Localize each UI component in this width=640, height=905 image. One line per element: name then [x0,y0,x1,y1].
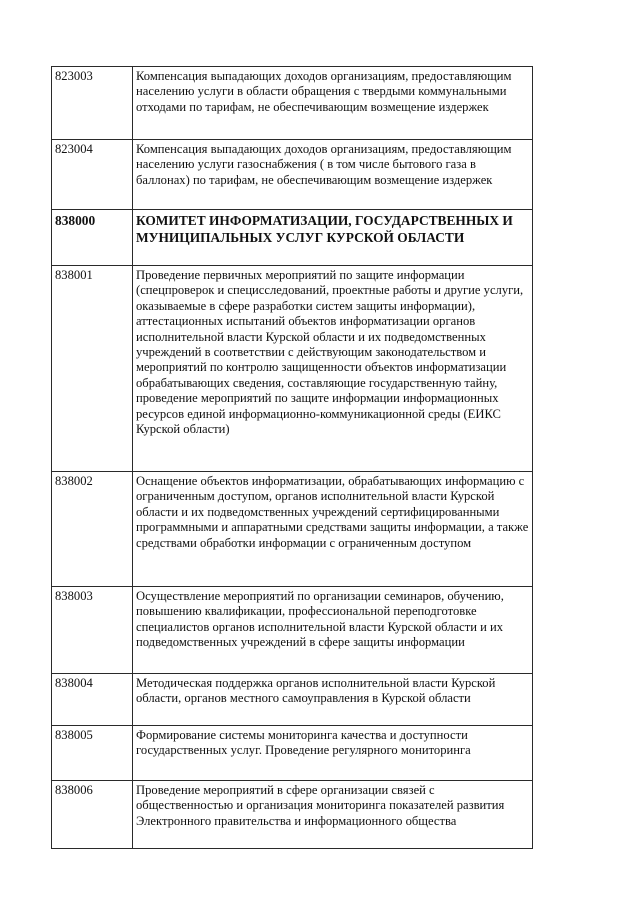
row-description-text: Формирование системы мониторинга качества и доступности государственных услуг. Проведение регулярного мониторинга [136,728,471,758]
row-description-text: Оснащение объектов информатизации, обрабатывающих информацию с ограниченным доступом, органов исполнительной власти Курской области и их подведомственных учреждений сертифицированными программными и аппаратными средствами защиты информации, а также средствами обработки информации с ограниченным доступом [136,474,529,550]
row-code: 823003 [52,67,133,140]
section-header-row [52,210,533,266]
table-row [52,472,533,587]
section-code: 838000 [52,210,133,266]
row-description-text: Проведение мероприятий в сфере организации связей с общественностью и организация мониторинга показателей развития Электронного правительства и информационного общества [136,783,505,828]
row-description-text: Проведение первичных мероприятий по защите информации (спецпроверок и специсследований, проектные работы и другие услуги, оказываемые в сфере разработки систем защиты информации), аттестационных испытаний объектов информатизации органов исполнительной власти Курской области и их подведомственных учреждений в соответствии с действующим законодательством и мероприятий по контролю защищенности объектов информатизации обрабатывающих сведения, составляющие государственную тайну, проведение мероприятий по защите информации информационных ресурсов единой информационно-коммуникационной среды (ЕИКС Курской области) [136,268,524,437]
budget-codes-table [51,66,533,849]
row-description [133,140,533,210]
row-code: 838005 [52,726,133,781]
section-title [133,210,533,266]
table-row [52,587,533,674]
table-row [52,674,533,726]
table-row [52,266,533,472]
row-description-text: Методическая поддержка органов исполнительной власти Курской области, органов местного самоуправления в Курской области [136,676,496,706]
table-row [52,726,533,781]
row-description [133,726,533,781]
row-description [133,674,533,726]
row-code: 838003 [52,587,133,674]
row-code: 823004 [52,140,133,210]
row-code: 838004 [52,674,133,726]
row-description-text: Компенсация выпадающих доходов организациям, предоставляющим населению услуги газоснабжения ( в том числе бытового газа в баллонах) по тарифам, не обеспечивающим возмещение издержек [136,142,512,187]
row-description [133,266,533,472]
row-description [133,781,533,849]
section-title-text: КОМИТЕТ ИНФОРМАТИЗАЦИИ, ГОСУДАРСТВЕННЫХ И МУНИЦИПАЛЬНЫХ УСЛУГ КУРСКОЙ ОБЛАСТИ [136,213,513,245]
row-description-text: Осуществление мероприятий по организации семинаров, обучению, повышению квалификации, профессиональной переподготовке специалистов органов исполнительной власти Курской области и их подведомственных учреждений в сфере защиты информации [136,589,504,650]
table-row [52,781,533,849]
table-row [52,140,533,210]
row-code: 838001 [52,266,133,472]
row-code: 838006 [52,781,133,849]
row-description [133,67,533,140]
row-description-text: Компенсация выпадающих доходов организациям, предоставляющим населению услуги в области обращения с твердыми коммунальными отходами по тарифам, не обеспечивающим возмещение издержек [136,69,512,114]
row-description [133,472,533,587]
table-row [52,67,533,140]
row-code: 838002 [52,472,133,587]
row-description [133,587,533,674]
